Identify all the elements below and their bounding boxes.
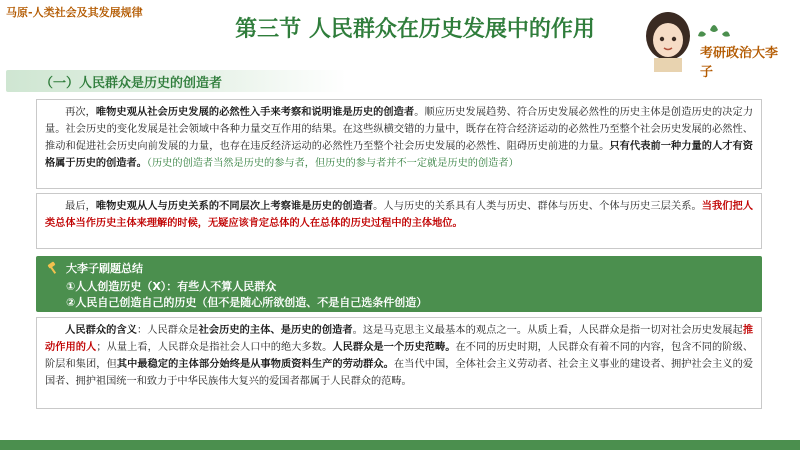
- para1-key: 唯物史观从社会历史发展的必然性入手来考察和说明谁是历史的创造者: [95, 106, 415, 118]
- para3-t8: 在不同的历史时期，人民群众有着不同的内容，包含不同的阶级、阶层和集团，但: [45, 342, 754, 370]
- page-title: 第三节 人民群众在历史发展中的作用: [235, 16, 595, 42]
- para3-t5: 推动作用的人: [45, 324, 754, 353]
- paragraph-people-definition: [36, 317, 762, 409]
- para3-t9: 其中最稳定的主体部分始终是从事物质资料生产的劳动群众。: [116, 358, 394, 370]
- para1-note: （历史的创造者当然是历史的参与者，但历史的参与者并不一定就是历史的创造者）: [146, 158, 519, 169]
- para2-key: 唯物史观从人与历史关系的不同层次上考察谁是历史的创造者: [95, 200, 374, 212]
- para3-t2: ：人民群众是: [136, 325, 199, 336]
- para2-highlight: 当我们把人类总体当作历史主体来理解的时候，无疑应该肯定总体的人在总体的历史过程中的主体地位。: [45, 200, 754, 229]
- para3-t3: 社会历史的主体、是历史的创造者: [198, 324, 353, 336]
- paragraph-human-history-levels: [36, 193, 762, 249]
- para3-term: 人民群众的含义: [65, 324, 137, 336]
- para2-body: 。人与历史的关系具有人类与历史、群体与历史、个体与历史三层关系。: [373, 201, 702, 212]
- para2-lead: 最后，: [65, 201, 96, 212]
- summary-line-1: ①人人创造历史（X）：有些人不算人民群众: [66, 280, 277, 293]
- para1-body: 。顺应历史发展趋势、符合历史发展必然性的历史主体是创造历史的决定力量。社会历史的变化发展是社会领域中各种力量交互作用的结果。在这些纵横交错的力量中，既存在符合经济运动的必然性乃至整个社会历史发展的必然性、推动和促进社会历史向前发展的力量，也存在违反经济运动的必然性乃至整个社会历史发展的必然性、阻碍历史前进的力量。: [45, 107, 754, 152]
- para1-conclusion: 只有代表前一种力量的人才有资格属于历史的创造者。: [45, 140, 753, 169]
- brand-text: 考研政治大李子: [700, 46, 779, 80]
- para1-lead: 再次，: [65, 107, 96, 118]
- summary-line-2: ②人民自己创造自己的历史（但不是随心所欲创造、不是自己选条件创造）: [66, 296, 428, 309]
- brand-logo: [640, 6, 790, 80]
- gavel-icon: [46, 260, 60, 279]
- summary-title: 大李子刷题总结: [66, 262, 143, 275]
- para3-t10: 在当代中国，全体社会主义劳动者、社会主义事业的建设者、拥护社会主义的爱国者、拥护祖国统一和致力于中华民族伟大复兴的爱国者都属于人民群众的范畴。: [45, 359, 754, 387]
- section-header-label: （一）人民群众是历史的创造者: [40, 76, 223, 91]
- para3-t7: 人民群众是一个历史范畴。: [332, 341, 456, 353]
- course-tag: 马原-人类社会及其发展规律: [6, 6, 143, 19]
- para3-t6: ；从量上看，人民群众是指社会人口中的绝大多数。: [96, 342, 333, 353]
- footer-bar: [0, 440, 800, 450]
- para3-t4: 。这是马克思主义最基本的观点之一。从质上看，人民群众是指一切对社会历史发展起: [352, 325, 743, 336]
- summary-box: [36, 256, 762, 312]
- paragraph-history-necessity: [36, 99, 762, 189]
- section-header: [6, 70, 346, 92]
